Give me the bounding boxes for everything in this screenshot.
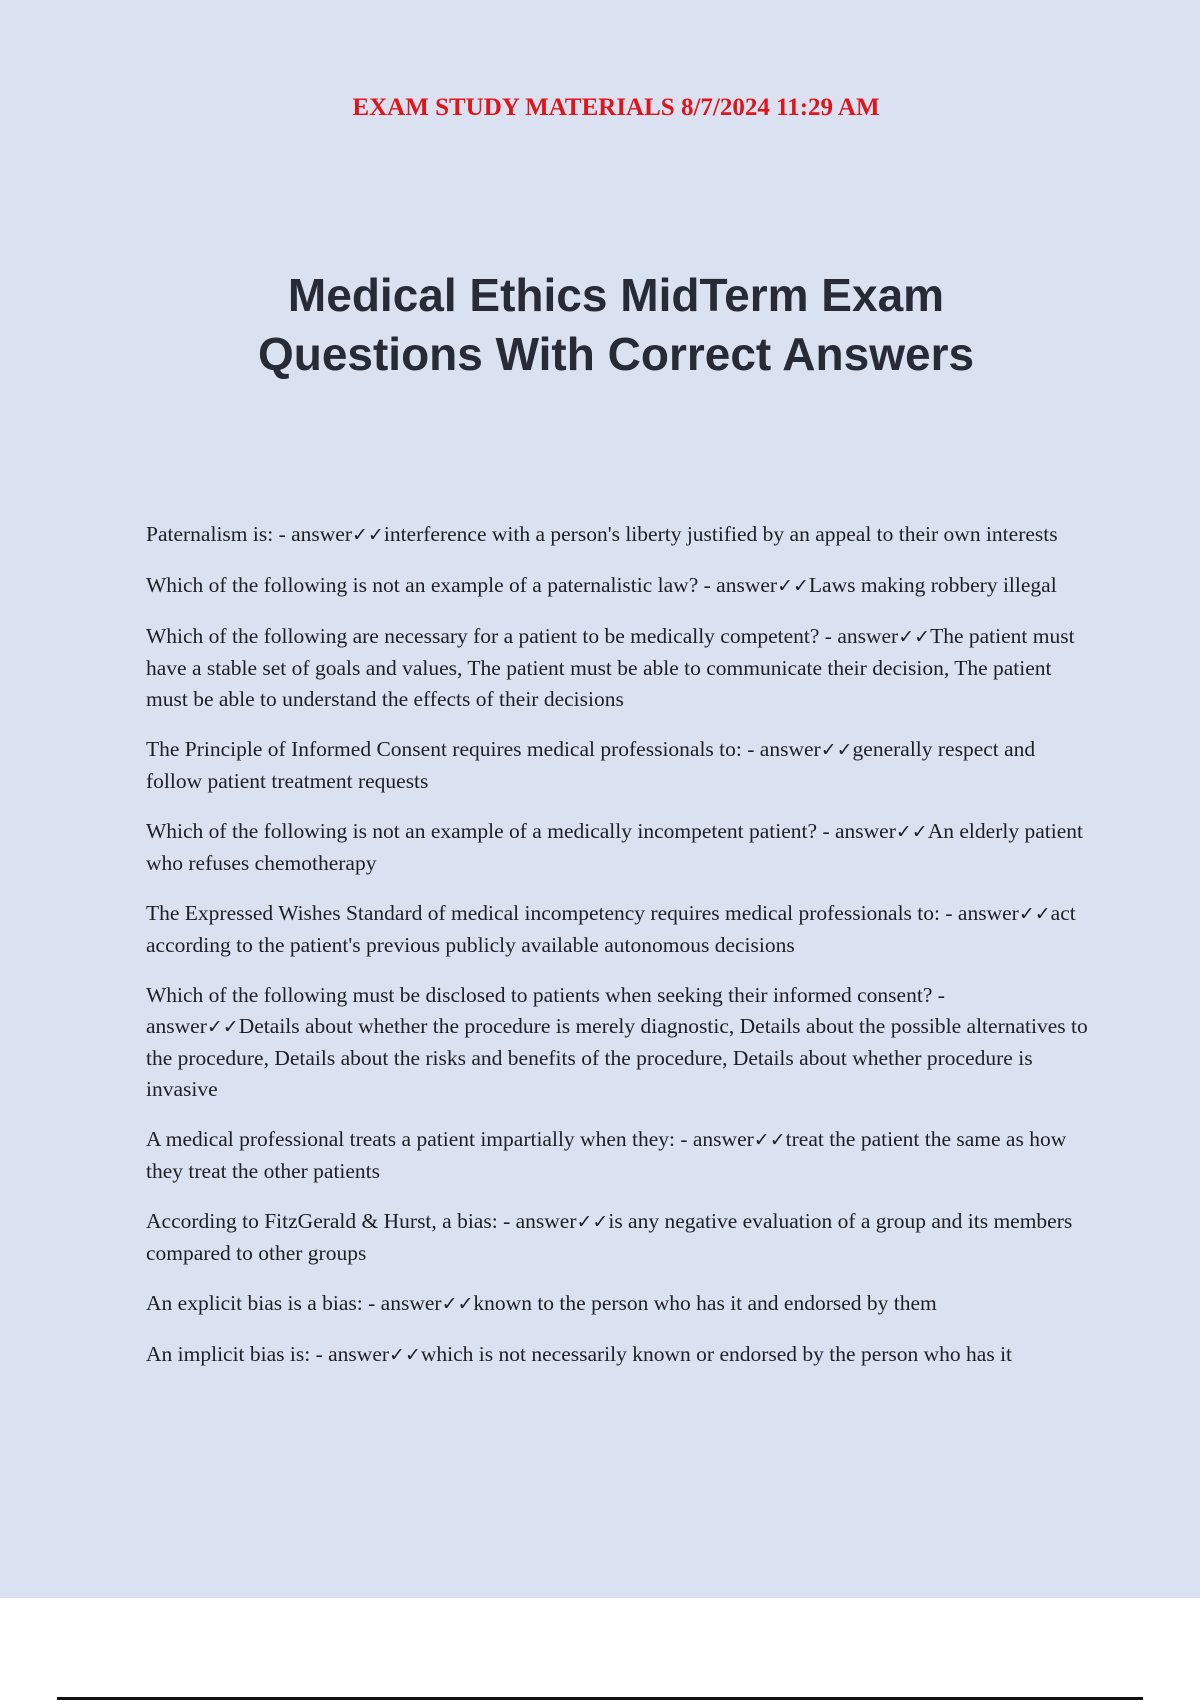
question-text: Which of the following is not an example of a paternalistic law?: [146, 573, 699, 597]
answer-text: Details about whether the procedure is merely diagnostic, Details about the possible alternatives to the procedure, Details about the risks and benefits of the procedure, Details about whether procedure is invasive: [146, 1014, 1088, 1101]
answer-text: act according to the patient's previous publicly available autonomous decisions: [146, 901, 1076, 957]
answer-separator: - answer: [819, 624, 899, 648]
double-check-icon: ✓✓: [820, 739, 853, 761]
answer-separator: - answer: [674, 1127, 754, 1151]
title-line-2: Questions With Correct Answers: [257, 328, 975, 380]
qa-item: [146, 980, 1096, 1105]
qa-item: [146, 1206, 1096, 1269]
double-check-icon: ✓✓: [352, 524, 384, 546]
double-check-icon: ✓✓: [777, 575, 809, 597]
qa-item: [146, 621, 1096, 715]
qa-item: [146, 1339, 1096, 1371]
question-text: Which of the following are necessary for a patient to be medically competent?: [146, 624, 820, 648]
double-check-icon: ✓✓: [1018, 903, 1051, 925]
answer-separator: - answer: [817, 819, 896, 843]
answer-text: known to the person who has it and endorsed by them: [473, 1291, 937, 1315]
answer-separator: - answer: [497, 1209, 577, 1233]
question-text: Which of the following must be disclosed to patients when seeking their informed consent?: [146, 983, 933, 1007]
document-title: [0, 266, 1200, 384]
answer-text: The patient must have a stable set of goals and values, The patient must be able to communicate their decision, The patient must be able to understand the effects of their decisions: [146, 624, 1075, 711]
qa-item: [146, 1288, 1096, 1320]
answer-text: treat the patient the same as how they treat the other patients: [146, 1127, 1067, 1183]
answer-text: is any negative evaluation of a group and its members compared to other groups: [146, 1209, 1073, 1265]
double-check-icon: ✓✓: [753, 1129, 786, 1151]
double-check-icon: ✓✓: [206, 1016, 239, 1038]
answer-text: interference with a person's liberty justified by an appeal to their own interests: [383, 522, 1058, 546]
double-check-icon: ✓✓: [389, 1344, 421, 1366]
qa-item: [146, 1124, 1096, 1187]
answer-text: which is not necessarily known or endorsed by the person who has it: [420, 1342, 1013, 1366]
qa-item: [146, 898, 1096, 961]
answer-separator: - answer: [698, 573, 778, 597]
answer-separator: - answer: [940, 901, 1019, 925]
question-text: A medical professional treats a patient impartially when they:: [146, 1127, 675, 1151]
question-text: The Principle of Informed Consent requires medical professionals to:: [146, 737, 742, 761]
answer-separator: - answer: [310, 1342, 390, 1366]
title-line-1: Medical Ethics MidTerm Exam: [287, 269, 945, 321]
answer-text: Laws making robbery illegal: [808, 573, 1057, 597]
answer-separator: - answer: [362, 1291, 442, 1315]
question-text: According to FitzGerald & Hurst, a bias:: [146, 1209, 498, 1233]
question-text: The Expressed Wishes Standard of medical incompetency requires medical professionals to:: [146, 901, 940, 925]
double-check-icon: ✓✓: [898, 626, 931, 648]
answer-separator: - answer: [741, 737, 821, 761]
answer-text: An elderly patient who refuses chemotherapy: [146, 819, 1083, 875]
double-check-icon: ✓✓: [895, 821, 928, 843]
exam-header: EXAM STUDY MATERIALS 8/7/2024 11:29 AM: [352, 94, 880, 121]
question-text: An implicit bias is:: [146, 1342, 311, 1366]
question-text: An explicit bias is a bias:: [146, 1291, 363, 1315]
answer-text: generally respect and follow patient treatment requests: [146, 737, 1036, 793]
qa-list: [146, 519, 1096, 1390]
qa-item: [146, 570, 1096, 602]
qa-item: [146, 519, 1096, 551]
question-text: Which of the following is not an example of a medically incompetent patient?: [146, 819, 818, 843]
double-check-icon: ✓✓: [441, 1293, 474, 1315]
question-text: Paternalism is:: [146, 522, 274, 546]
answer-separator: - answer: [146, 983, 945, 1038]
qa-item: [146, 816, 1096, 879]
answer-separator: - answer: [273, 522, 353, 546]
qa-item: [146, 734, 1096, 797]
double-check-icon: ✓✓: [576, 1211, 609, 1233]
